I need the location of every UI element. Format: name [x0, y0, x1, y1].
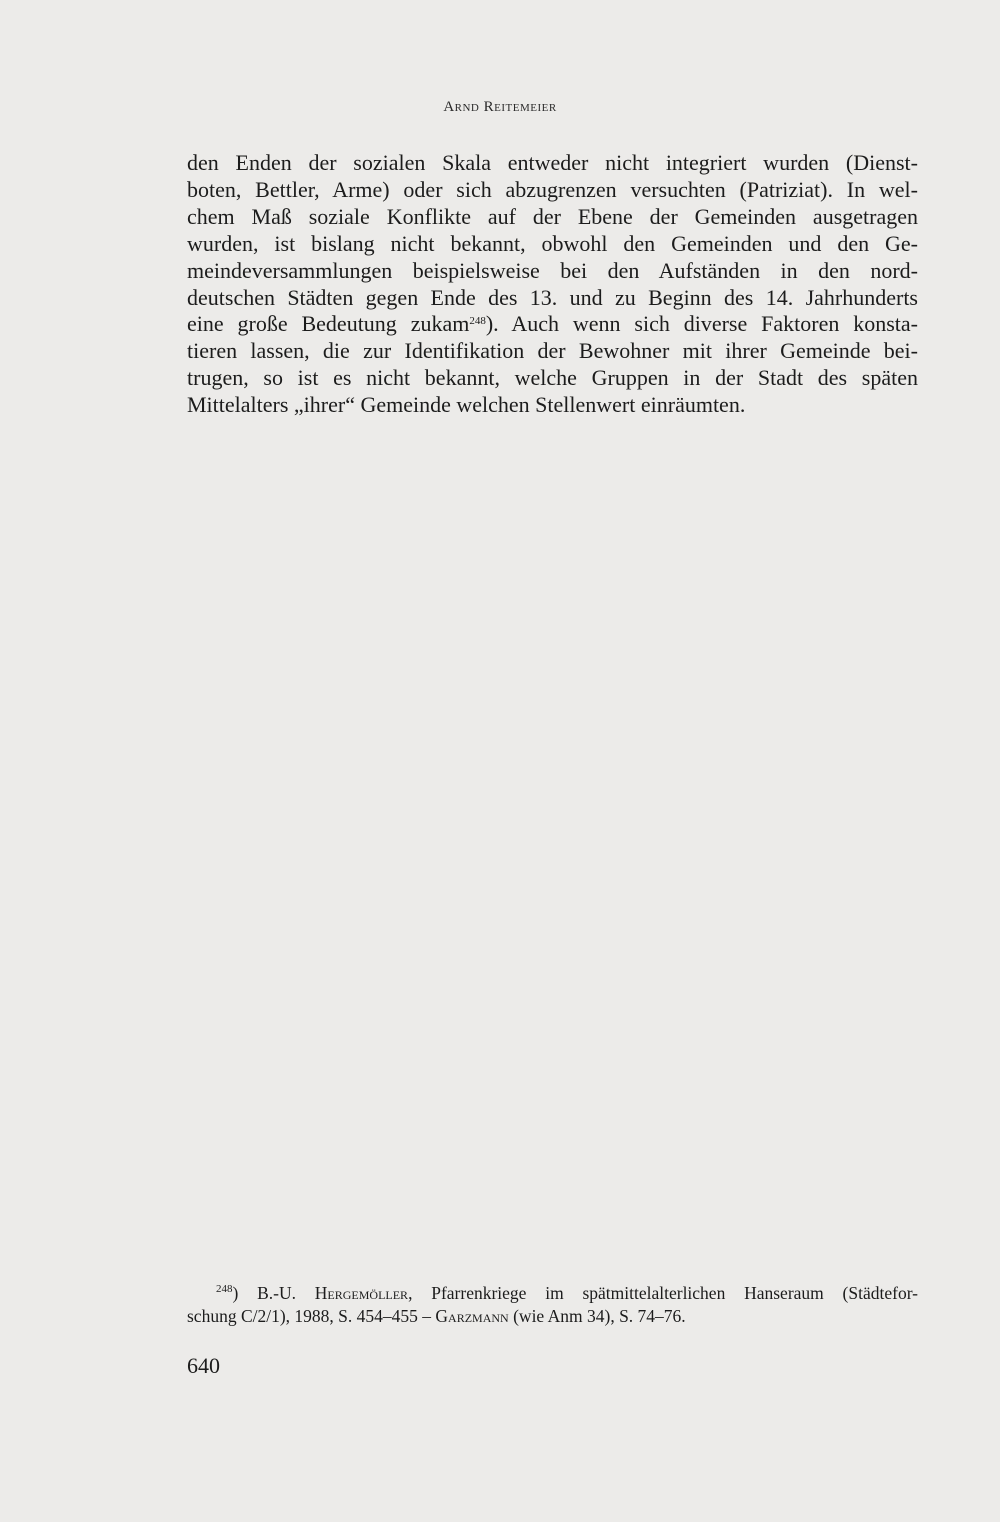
running-head: Arnd Reitemeier: [443, 99, 557, 115]
footnote-line: [187, 1305, 918, 1328]
body-paragraph: [187, 150, 918, 419]
body-line: den Enden der sozialen Skala entweder nicht integriert wurden (Dienst-: [187, 150, 918, 175]
footnote-reference[interactable]: 248: [469, 315, 486, 328]
body-line: wurden, ist bislang nicht bekannt, obwohl den Gemeinden und den Ge-: [187, 230, 918, 256]
body-line: [187, 311, 918, 338]
footnote-number: 248: [216, 1283, 233, 1295]
footnote-text-fragment: (wie Anm 34), S. 74–76.: [508, 1305, 686, 1326]
body-text-fragment: eine große Bedeutung zukam: [187, 311, 470, 337]
body-line: meindeversammlungen beispielsweise bei den Aufständen in den nord-: [187, 257, 918, 283]
footnote-author: Garzmann: [435, 1305, 509, 1326]
footnote-line: [187, 1282, 918, 1305]
body-line: trugen, so ist es nicht bekannt, welche Gruppen in der Stadt des späten: [187, 365, 918, 391]
footnote: [187, 1282, 918, 1327]
body-text-fragment: ). Auch wenn sich diverse Faktoren konsta-: [485, 311, 918, 337]
footnote-text-fragment: schung C/2/1), 1988, S. 454–455 –: [187, 1305, 436, 1326]
footnote-text-fragment: ) B.-U.: [232, 1283, 315, 1303]
body-line: chem Maß soziale Konflikte auf der Ebene der Gemeinden ausgetragen: [187, 203, 918, 229]
body-line: boten, Bettler, Arme) oder sich abzugrenzen versuchten (Patriziat). In wel-: [187, 176, 918, 202]
body-line: tieren lassen, die zur Identifikation der Bewohner mit ihrer Gemeinde bei-: [187, 338, 918, 364]
page-number: 640: [187, 1353, 220, 1378]
footnote-text-fragment: , Pfarrenkriege im spätmittelalterlichen Hanseraum (Städtefor-: [408, 1283, 919, 1303]
body-line: deutschen Städten gegen Ende des 13. und zu Beginn des 14. Jahrhunderts: [187, 284, 918, 310]
footnote-author: Hergemöller: [314, 1283, 409, 1303]
body-line: Mittelalters „ihrer“ Gemeinde welchen Stellenwert einräumten.: [187, 392, 746, 418]
